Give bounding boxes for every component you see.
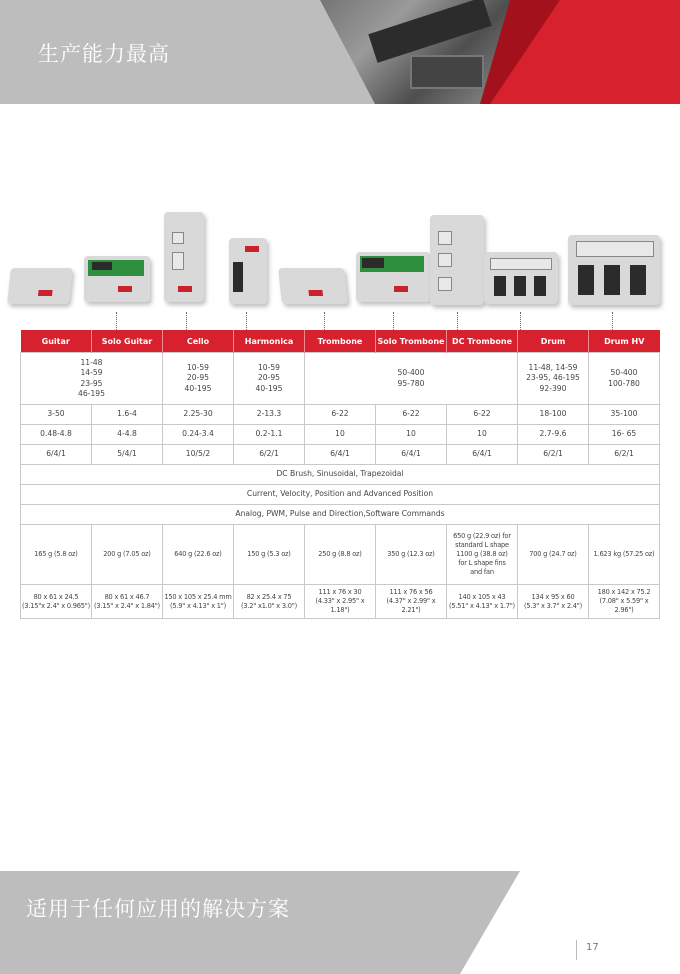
dims-in: (4.33" x 2.95" x 1.18") — [315, 597, 365, 614]
table-row-modes — [21, 485, 660, 505]
table-cell — [163, 585, 234, 619]
table-cell: 11-48 14-59 23-95 46-195 — [21, 353, 163, 405]
table-cell — [234, 585, 305, 619]
table-cell: 6/2/1 — [234, 445, 305, 465]
table-cell: 6-22 — [305, 405, 376, 425]
table-cell: 11-48, 14-59 23-95, 46-195 92-390 — [518, 353, 589, 405]
table-cell — [376, 585, 447, 619]
dims-in: (3.2" x1.0" x 3.0") — [241, 601, 297, 610]
table-cell — [447, 585, 518, 619]
col-header: Trombone — [305, 330, 376, 353]
footer-title: 适用于任何应用的解决方案 — [26, 897, 290, 921]
table-cell: 6-22 — [376, 405, 447, 425]
dims-mm: 80 x 61 x 46.7 — [104, 592, 150, 601]
table-cell: 10-59 20-95 40-195 — [163, 353, 234, 405]
spec-table — [20, 330, 660, 619]
dims-mm: 150 x 105 x 25.4 mm — [164, 592, 232, 601]
page-number-divider — [576, 940, 577, 960]
col-header: Solo Trombone — [376, 330, 447, 353]
table-cell: DC Brush, Sinusoidal, Trapezoidal — [21, 465, 660, 485]
table-cell: 6-22 — [447, 405, 518, 425]
table-row-command — [21, 505, 660, 525]
table-cell: 10 — [447, 425, 518, 445]
table-cell: 2-13.3 — [234, 405, 305, 425]
table-cell: 6/4/1 — [376, 445, 447, 465]
table-cell: 2.7-9.6 — [518, 425, 589, 445]
table-row-voltage — [21, 353, 660, 405]
table-cell: 6/2/1 — [589, 445, 660, 465]
dims-mm: 140 x 105 x 43 — [458, 592, 506, 601]
table-cell: 1.623 kg (57.25 oz) — [589, 525, 660, 585]
col-header: Drum — [518, 330, 589, 353]
table-cell — [518, 585, 589, 619]
product-image-guitar — [7, 268, 73, 304]
col-header: Guitar — [21, 330, 92, 353]
table-cell: 18-100 — [518, 405, 589, 425]
table-cell: 350 g (12.3 oz) — [376, 525, 447, 585]
table-cell: 640 g (22.6 oz) — [163, 525, 234, 585]
table-cell: 6/4/1 — [305, 445, 376, 465]
product-image-solo-trombone — [356, 252, 430, 302]
table-cell: 2.25-30 — [163, 405, 234, 425]
table-cell: 165 g (5.8 oz) — [21, 525, 92, 585]
product-image-drum — [484, 252, 558, 304]
dims-mm: 111 x 76 x 30 — [318, 588, 362, 597]
table-cell: 4-4.8 — [92, 425, 163, 445]
col-header: Harmonica — [234, 330, 305, 353]
table-cell: 200 g (7.05 oz) — [92, 525, 163, 585]
table-cell: Analog, PWM, Pulse and Direction,Software Commands — [21, 505, 660, 525]
dims-mm: 82 x 25.4 x 75 — [246, 592, 292, 601]
table-header-row — [21, 330, 660, 353]
col-header: Cello — [163, 330, 234, 353]
table-cell: 250 g (8.8 oz) — [305, 525, 376, 585]
table-row-dimensions — [21, 585, 660, 619]
table-row-axes — [21, 445, 660, 465]
table-row-power — [21, 425, 660, 445]
table-cell: 10-59 20-95 40-195 — [234, 353, 305, 405]
dims-in: (5.9" x 4.13" x 1") — [170, 601, 226, 610]
header-title: 生产能力最高 — [38, 42, 170, 66]
page-number: 17 — [586, 942, 599, 953]
table-cell: 0.2-1.1 — [234, 425, 305, 445]
product-image-harmonica — [229, 238, 267, 304]
dims-in: (5.3" x 3.7" x 2.4") — [524, 601, 582, 610]
product-image-solo-guitar — [84, 256, 150, 302]
table-cell: 50-400 95-780 — [305, 353, 518, 405]
table-cell: Current, Velocity, Position and Advanced Position — [21, 485, 660, 505]
table-cell: 6/2/1 — [518, 445, 589, 465]
col-header: DC Trombone — [447, 330, 518, 353]
dims-mm: 134 x 95 x 60 — [531, 592, 575, 601]
table-row-motor — [21, 465, 660, 485]
dims-in: (5.51" x 4.13" x 1.7") — [449, 601, 515, 610]
table-cell — [92, 585, 163, 619]
table-cell: 50-400 100-780 — [589, 353, 660, 405]
table-row-weight — [21, 525, 660, 585]
product-image-drum-hv — [568, 235, 660, 305]
table-cell: 10 — [305, 425, 376, 445]
table-row-current — [21, 405, 660, 425]
table-cell: 3-50 — [21, 405, 92, 425]
table-cell: 1.6-4 — [92, 405, 163, 425]
dims-mm: 80 x 61 x 24.5 — [33, 592, 79, 601]
table-cell: 6/4/1 — [447, 445, 518, 465]
table-cell — [589, 585, 660, 619]
product-image-dc-trombone — [430, 215, 484, 305]
dims-mm: 180 x 142 x 75.2 — [597, 588, 651, 597]
table-cell: 5/4/1 — [92, 445, 163, 465]
table-cell: 150 g (5.3 oz) — [234, 525, 305, 585]
table-cell — [21, 585, 92, 619]
table-cell: 16- 65 — [589, 425, 660, 445]
dims-in: (3.15" x 2.4" x 1.84") — [94, 601, 160, 610]
dims-in: (3.15"x 2.4" x 0.965") — [22, 601, 90, 610]
table-cell: 10 — [376, 425, 447, 445]
product-image-trombone — [278, 268, 348, 304]
product-image-cello — [164, 212, 204, 302]
table-cell: 0.24-3.4 — [163, 425, 234, 445]
dims-mm: 111 x 76 x 56 — [389, 588, 433, 597]
table-cell — [305, 585, 376, 619]
col-header: Drum HV — [589, 330, 660, 353]
dims-in: (4.37" x 2.99" x 2.21") — [386, 597, 436, 614]
table-cell: 700 g (24.7 oz) — [518, 525, 589, 585]
table-cell: 650 g (22.9 oz) for standard L shape 1100 g (38.8 oz) for L shape fins and fan — [447, 525, 518, 585]
dims-in: (7.08" x 5.59" x 2.96") — [599, 597, 649, 614]
table-cell: 35-100 — [589, 405, 660, 425]
col-header: Solo Guitar — [92, 330, 163, 353]
table-cell: 10/5/2 — [163, 445, 234, 465]
table-cell: 0.48-4.8 — [21, 425, 92, 445]
table-cell: 6/4/1 — [21, 445, 92, 465]
header-banner — [0, 0, 680, 104]
